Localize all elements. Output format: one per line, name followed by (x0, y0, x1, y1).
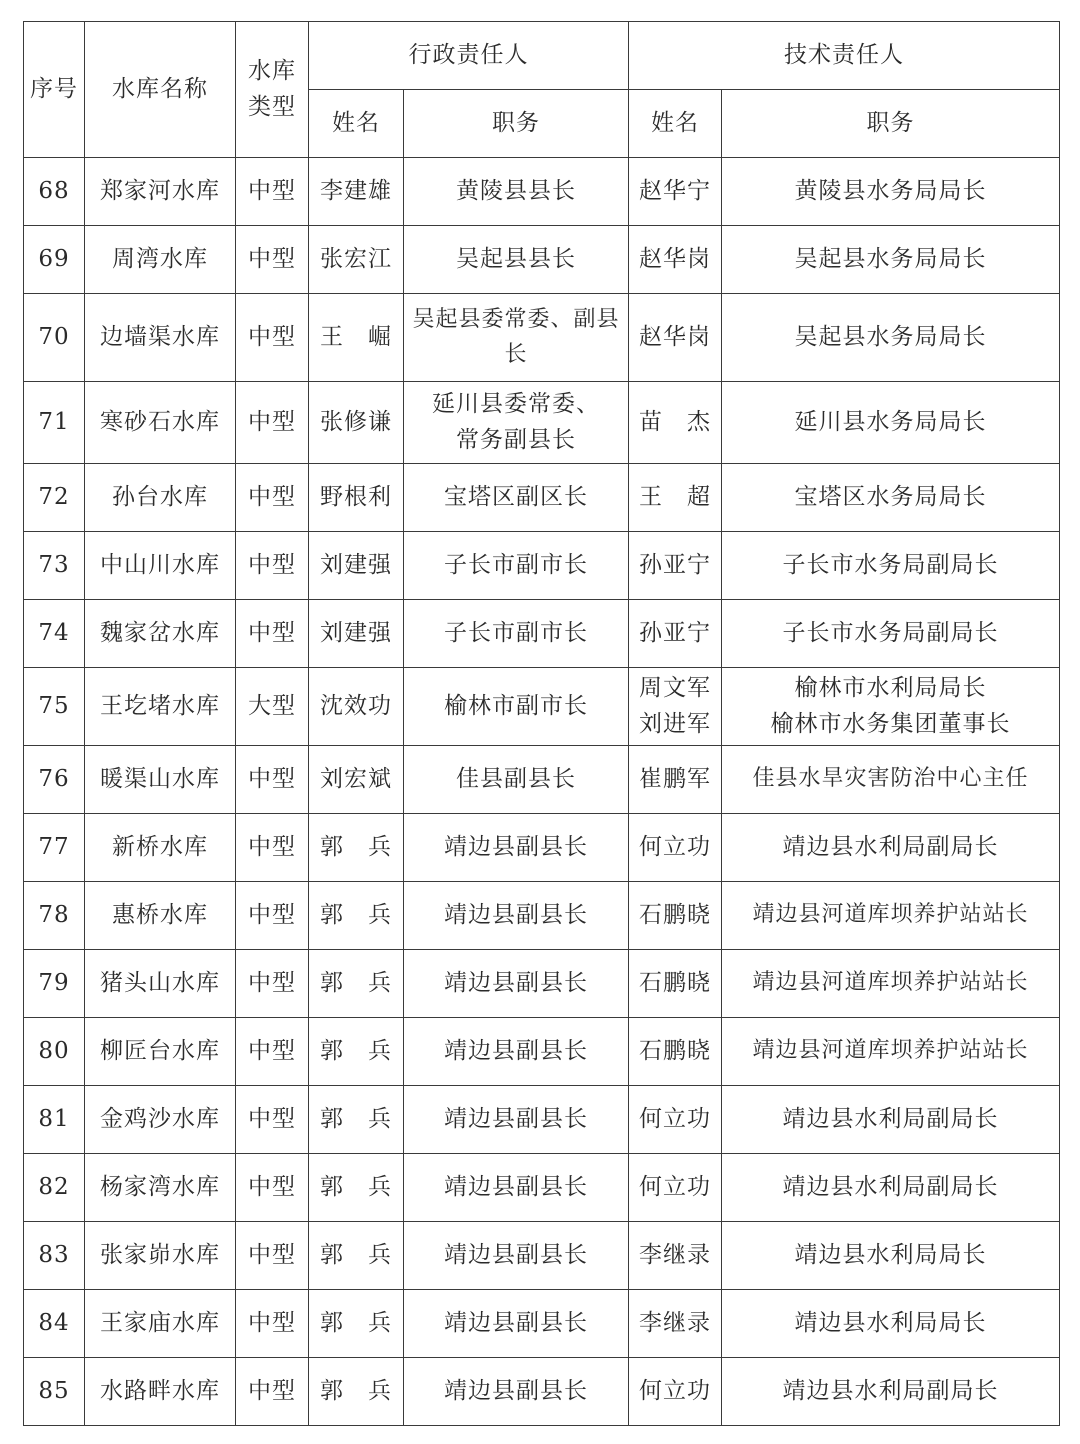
cell-admin-title-line: 靖边县副县长 (444, 1241, 588, 1268)
header-row-1 (24, 22, 1060, 90)
cell-reservoir-type: 中型 (236, 1154, 309, 1222)
cell-admin-name: 郭 兵 (309, 1154, 404, 1222)
cell-admin-name: 刘建强 (309, 600, 404, 668)
header-reservoir-type (236, 22, 309, 158)
cell-tech-title (722, 226, 1060, 294)
cell-admin-title-line: 常务副县长 (456, 426, 576, 453)
cell-tech-title (722, 1290, 1060, 1358)
cell-reservoir-name: 杨家湾水库 (85, 1154, 236, 1222)
cell-admin-title-line: 靖边县副县长 (444, 833, 588, 860)
cell-admin-title-line: 吴起县委常委、副县长 (412, 307, 620, 367)
cell-tech-title-line: 宝塔区水务局局长 (794, 483, 987, 510)
table-row (24, 668, 1060, 746)
cell-admin-title (404, 382, 629, 464)
cell-admin-title (404, 1154, 629, 1222)
cell-admin-name: 张修谦 (309, 382, 404, 464)
cell-admin-title-line: 黄陵县县长 (456, 177, 576, 204)
cell-tech-name-line: 何立功 (639, 833, 711, 860)
cell-admin-title-line: 靖边县副县长 (444, 901, 588, 928)
cell-tech-name-line: 孙亚宁 (639, 619, 711, 646)
cell-reservoir-type: 中型 (236, 1358, 309, 1426)
table-row (24, 746, 1060, 814)
cell-tech-name (629, 158, 722, 226)
cell-tech-title-line: 榆林市水务集团董事长 (770, 710, 1011, 737)
cell-admin-title (404, 226, 629, 294)
cell-reservoir-name: 中山川水库 (85, 532, 236, 600)
cell-admin-name: 郭 兵 (309, 1290, 404, 1358)
cell-admin-title-line: 靖边县副县长 (444, 1309, 588, 1336)
table-row (24, 1290, 1060, 1358)
cell-seq: 84 (24, 1290, 85, 1358)
cell-tech-name (629, 600, 722, 668)
table-body (24, 158, 1060, 1426)
cell-admin-title (404, 464, 629, 532)
cell-seq: 75 (24, 668, 85, 746)
cell-admin-name: 野根利 (309, 464, 404, 532)
cell-tech-title (722, 464, 1060, 532)
cell-reservoir-name: 新桥水库 (85, 814, 236, 882)
cell-seq: 74 (24, 600, 85, 668)
cell-tech-name-line: 刘进军 (639, 710, 711, 737)
cell-reservoir-type: 中型 (236, 1222, 309, 1290)
cell-admin-title-line: 子长市副市长 (444, 619, 588, 646)
cell-tech-name-line: 何立功 (639, 1377, 711, 1404)
cell-admin-title (404, 882, 629, 950)
cell-admin-title-line: 靖边县副县长 (444, 969, 588, 996)
cell-reservoir-name: 张家峁水库 (85, 1222, 236, 1290)
cell-admin-title (404, 158, 629, 226)
cell-tech-title (722, 1358, 1060, 1426)
cell-admin-title-line: 靖边县副县长 (444, 1105, 588, 1132)
cell-admin-title (404, 532, 629, 600)
cell-tech-title-line: 靖边县水利局局长 (794, 1241, 987, 1268)
table-row (24, 226, 1060, 294)
cell-admin-title (404, 1358, 629, 1426)
cell-seq: 82 (24, 1154, 85, 1222)
cell-admin-title-line: 佳县副县长 (456, 765, 576, 792)
cell-tech-name-line: 苗 杰 (639, 408, 711, 435)
cell-admin-name: 沈效功 (309, 668, 404, 746)
cell-admin-title (404, 746, 629, 814)
cell-admin-title (404, 668, 629, 746)
cell-tech-title (722, 1086, 1060, 1154)
cell-admin-title-line: 靖边县副县长 (444, 1377, 588, 1404)
cell-admin-title (404, 1222, 629, 1290)
cell-admin-title-line: 子长市副市长 (444, 551, 588, 578)
cell-tech-name-line: 赵华宁 (639, 177, 711, 204)
cell-admin-title-line: 靖边县副县长 (444, 1173, 588, 1200)
cell-tech-title (722, 950, 1060, 1018)
cell-tech-name (629, 294, 722, 382)
cell-tech-name-line: 周文军 (639, 674, 711, 701)
cell-tech-name (629, 882, 722, 950)
cell-tech-title (722, 294, 1060, 382)
cell-tech-title-line: 黄陵县水务局局长 (794, 177, 987, 204)
header-admin-group: 行政责任人 (309, 22, 629, 90)
cell-seq: 72 (24, 464, 85, 532)
cell-reservoir-type: 中型 (236, 1290, 309, 1358)
cell-tech-title (722, 158, 1060, 226)
header-reservoir-name: 水库名称 (85, 22, 236, 158)
cell-tech-name (629, 532, 722, 600)
reservoir-responsibility-table (23, 21, 1060, 1426)
header-admin-name: 姓名 (309, 90, 404, 158)
cell-tech-title-line: 靖边县水利局副局长 (782, 833, 999, 860)
cell-tech-title-line: 靖边县水利局副局长 (782, 1377, 999, 1404)
cell-seq: 83 (24, 1222, 85, 1290)
cell-admin-name: 郭 兵 (309, 1222, 404, 1290)
cell-seq: 71 (24, 382, 85, 464)
cell-tech-title-line: 延川县水务局局长 (794, 408, 987, 435)
cell-reservoir-name: 水路畔水库 (85, 1358, 236, 1426)
cell-seq: 78 (24, 882, 85, 950)
table-row (24, 532, 1060, 600)
table-row (24, 1086, 1060, 1154)
cell-tech-title-line: 吴起县水务局局长 (794, 323, 987, 350)
cell-admin-name: 刘宏斌 (309, 746, 404, 814)
cell-admin-name: 郭 兵 (309, 950, 404, 1018)
cell-admin-title-line: 延川县委常委、 (432, 390, 600, 417)
cell-tech-title (722, 668, 1060, 746)
cell-seq: 77 (24, 814, 85, 882)
cell-seq: 81 (24, 1086, 85, 1154)
cell-reservoir-name: 边墙渠水库 (85, 294, 236, 382)
header-admin-title: 职务 (404, 90, 629, 158)
cell-admin-name: 张宏江 (309, 226, 404, 294)
cell-admin-title (404, 600, 629, 668)
cell-tech-name-line: 石鹏晓 (639, 901, 711, 928)
cell-tech-name (629, 226, 722, 294)
table-row (24, 464, 1060, 532)
header-tech-title: 职务 (722, 90, 1060, 158)
cell-admin-name: 郭 兵 (309, 1018, 404, 1086)
cell-reservoir-type: 中型 (236, 532, 309, 600)
cell-tech-name-line: 李继录 (639, 1309, 711, 1336)
header-type-line2: 类型 (248, 93, 296, 120)
cell-reservoir-type: 中型 (236, 464, 309, 532)
cell-tech-name (629, 950, 722, 1018)
cell-tech-name-line: 石鹏晓 (639, 1037, 711, 1064)
cell-tech-title-line: 靖边县水利局局长 (794, 1309, 987, 1336)
cell-admin-title-line: 宝塔区副区长 (444, 483, 588, 510)
cell-seq: 73 (24, 532, 85, 600)
cell-reservoir-type: 中型 (236, 158, 309, 226)
cell-reservoir-name: 惠桥水库 (85, 882, 236, 950)
cell-tech-title (722, 814, 1060, 882)
cell-reservoir-type: 中型 (236, 382, 309, 464)
cell-reservoir-name: 周湾水库 (85, 226, 236, 294)
cell-reservoir-type: 中型 (236, 882, 309, 950)
cell-tech-title (722, 1154, 1060, 1222)
table-row (24, 950, 1060, 1018)
cell-tech-name (629, 1358, 722, 1426)
cell-tech-name (629, 746, 722, 814)
cell-tech-name-line: 石鹏晓 (639, 969, 711, 996)
cell-tech-title (722, 882, 1060, 950)
cell-tech-name (629, 1018, 722, 1086)
cell-tech-title (722, 1222, 1060, 1290)
table-row (24, 600, 1060, 668)
cell-admin-name: 刘建强 (309, 532, 404, 600)
cell-admin-title (404, 1086, 629, 1154)
cell-reservoir-name: 柳匠台水库 (85, 1018, 236, 1086)
cell-reservoir-name: 猪头山水库 (85, 950, 236, 1018)
cell-reservoir-name: 王家庙水库 (85, 1290, 236, 1358)
cell-tech-name-line: 赵华岗 (639, 245, 711, 272)
cell-seq: 80 (24, 1018, 85, 1086)
cell-reservoir-type: 中型 (236, 600, 309, 668)
cell-tech-title-line: 靖边县水利局副局长 (782, 1105, 999, 1132)
cell-tech-title (722, 382, 1060, 464)
cell-tech-name (629, 814, 722, 882)
cell-admin-title-line: 靖边县副县长 (444, 1037, 588, 1064)
cell-seq: 85 (24, 1358, 85, 1426)
cell-reservoir-type: 大型 (236, 668, 309, 746)
cell-tech-name-line: 孙亚宁 (639, 551, 711, 578)
cell-tech-title-line: 佳县水旱灾害防治中心主任 (752, 766, 1029, 792)
cell-tech-title-line: 吴起县水务局局长 (794, 245, 987, 272)
table-row (24, 158, 1060, 226)
cell-tech-title-line: 靖边县河道库坝养护站站长 (752, 970, 1029, 996)
cell-reservoir-name: 郑家河水库 (85, 158, 236, 226)
cell-admin-name: 郭 兵 (309, 814, 404, 882)
cell-admin-name: 郭 兵 (309, 882, 404, 950)
cell-tech-title-line: 靖边县河道库坝养护站站长 (752, 1038, 1029, 1064)
cell-tech-title (722, 746, 1060, 814)
cell-tech-title-line: 榆林市水利局局长 (794, 674, 987, 701)
cell-tech-title-line: 靖边县水利局副局长 (782, 1173, 999, 1200)
cell-reservoir-type: 中型 (236, 814, 309, 882)
cell-reservoir-type: 中型 (236, 950, 309, 1018)
table-row (24, 814, 1060, 882)
cell-admin-name: 郭 兵 (309, 1086, 404, 1154)
cell-seq: 69 (24, 226, 85, 294)
cell-seq: 76 (24, 746, 85, 814)
cell-tech-name-line: 何立功 (639, 1105, 711, 1132)
cell-reservoir-name: 魏家岔水库 (85, 600, 236, 668)
cell-tech-name (629, 1086, 722, 1154)
cell-reservoir-name: 孙台水库 (85, 464, 236, 532)
cell-admin-title (404, 294, 629, 382)
cell-reservoir-type: 中型 (236, 1018, 309, 1086)
cell-reservoir-type: 中型 (236, 746, 309, 814)
cell-tech-title (722, 600, 1060, 668)
header-tech-name: 姓名 (629, 90, 722, 158)
cell-admin-title-line: 榆林市副市长 (444, 692, 588, 719)
cell-tech-name (629, 382, 722, 464)
cell-tech-name-line: 赵华岗 (639, 323, 711, 350)
cell-seq: 68 (24, 158, 85, 226)
cell-tech-name (629, 668, 722, 746)
cell-tech-title-line: 子长市水务局副局长 (782, 551, 999, 578)
table-row (24, 294, 1060, 382)
cell-reservoir-type: 中型 (236, 226, 309, 294)
cell-admin-name: 王 崛 (309, 294, 404, 382)
cell-tech-title-line: 靖边县河道库坝养护站站长 (752, 902, 1029, 928)
cell-seq: 79 (24, 950, 85, 1018)
cell-reservoir-type: 中型 (236, 1086, 309, 1154)
cell-tech-title (722, 532, 1060, 600)
cell-tech-name (629, 464, 722, 532)
cell-admin-title (404, 950, 629, 1018)
cell-tech-name (629, 1290, 722, 1358)
cell-tech-name-line: 何立功 (639, 1173, 711, 1200)
cell-tech-name (629, 1154, 722, 1222)
header-tech-group: 技术责任人 (629, 22, 1060, 90)
cell-tech-name (629, 1222, 722, 1290)
cell-reservoir-type: 中型 (236, 294, 309, 382)
cell-reservoir-name: 金鸡沙水库 (85, 1086, 236, 1154)
cell-admin-name: 李建雄 (309, 158, 404, 226)
cell-tech-name-line: 崔鹏军 (639, 765, 711, 792)
table-row (24, 382, 1060, 464)
table-row (24, 1154, 1060, 1222)
cell-tech-title (722, 1018, 1060, 1086)
cell-reservoir-name: 暖渠山水库 (85, 746, 236, 814)
table-row (24, 1018, 1060, 1086)
cell-tech-name-line: 王 超 (639, 483, 711, 510)
table-row (24, 1358, 1060, 1426)
table-row (24, 1222, 1060, 1290)
cell-admin-title (404, 1290, 629, 1358)
cell-tech-title-line: 子长市水务局副局长 (782, 619, 999, 646)
header-type-line1: 水库 (248, 57, 296, 84)
cell-admin-title (404, 1018, 629, 1086)
cell-reservoir-name: 王圪堵水库 (85, 668, 236, 746)
cell-tech-name-line: 李继录 (639, 1241, 711, 1268)
cell-reservoir-name: 寒砂石水库 (85, 382, 236, 464)
header-seq: 序号 (24, 22, 85, 158)
cell-admin-title (404, 814, 629, 882)
table-row (24, 882, 1060, 950)
cell-admin-name: 郭 兵 (309, 1358, 404, 1426)
cell-admin-title-line: 吴起县县长 (456, 245, 576, 272)
cell-seq: 70 (24, 294, 85, 382)
